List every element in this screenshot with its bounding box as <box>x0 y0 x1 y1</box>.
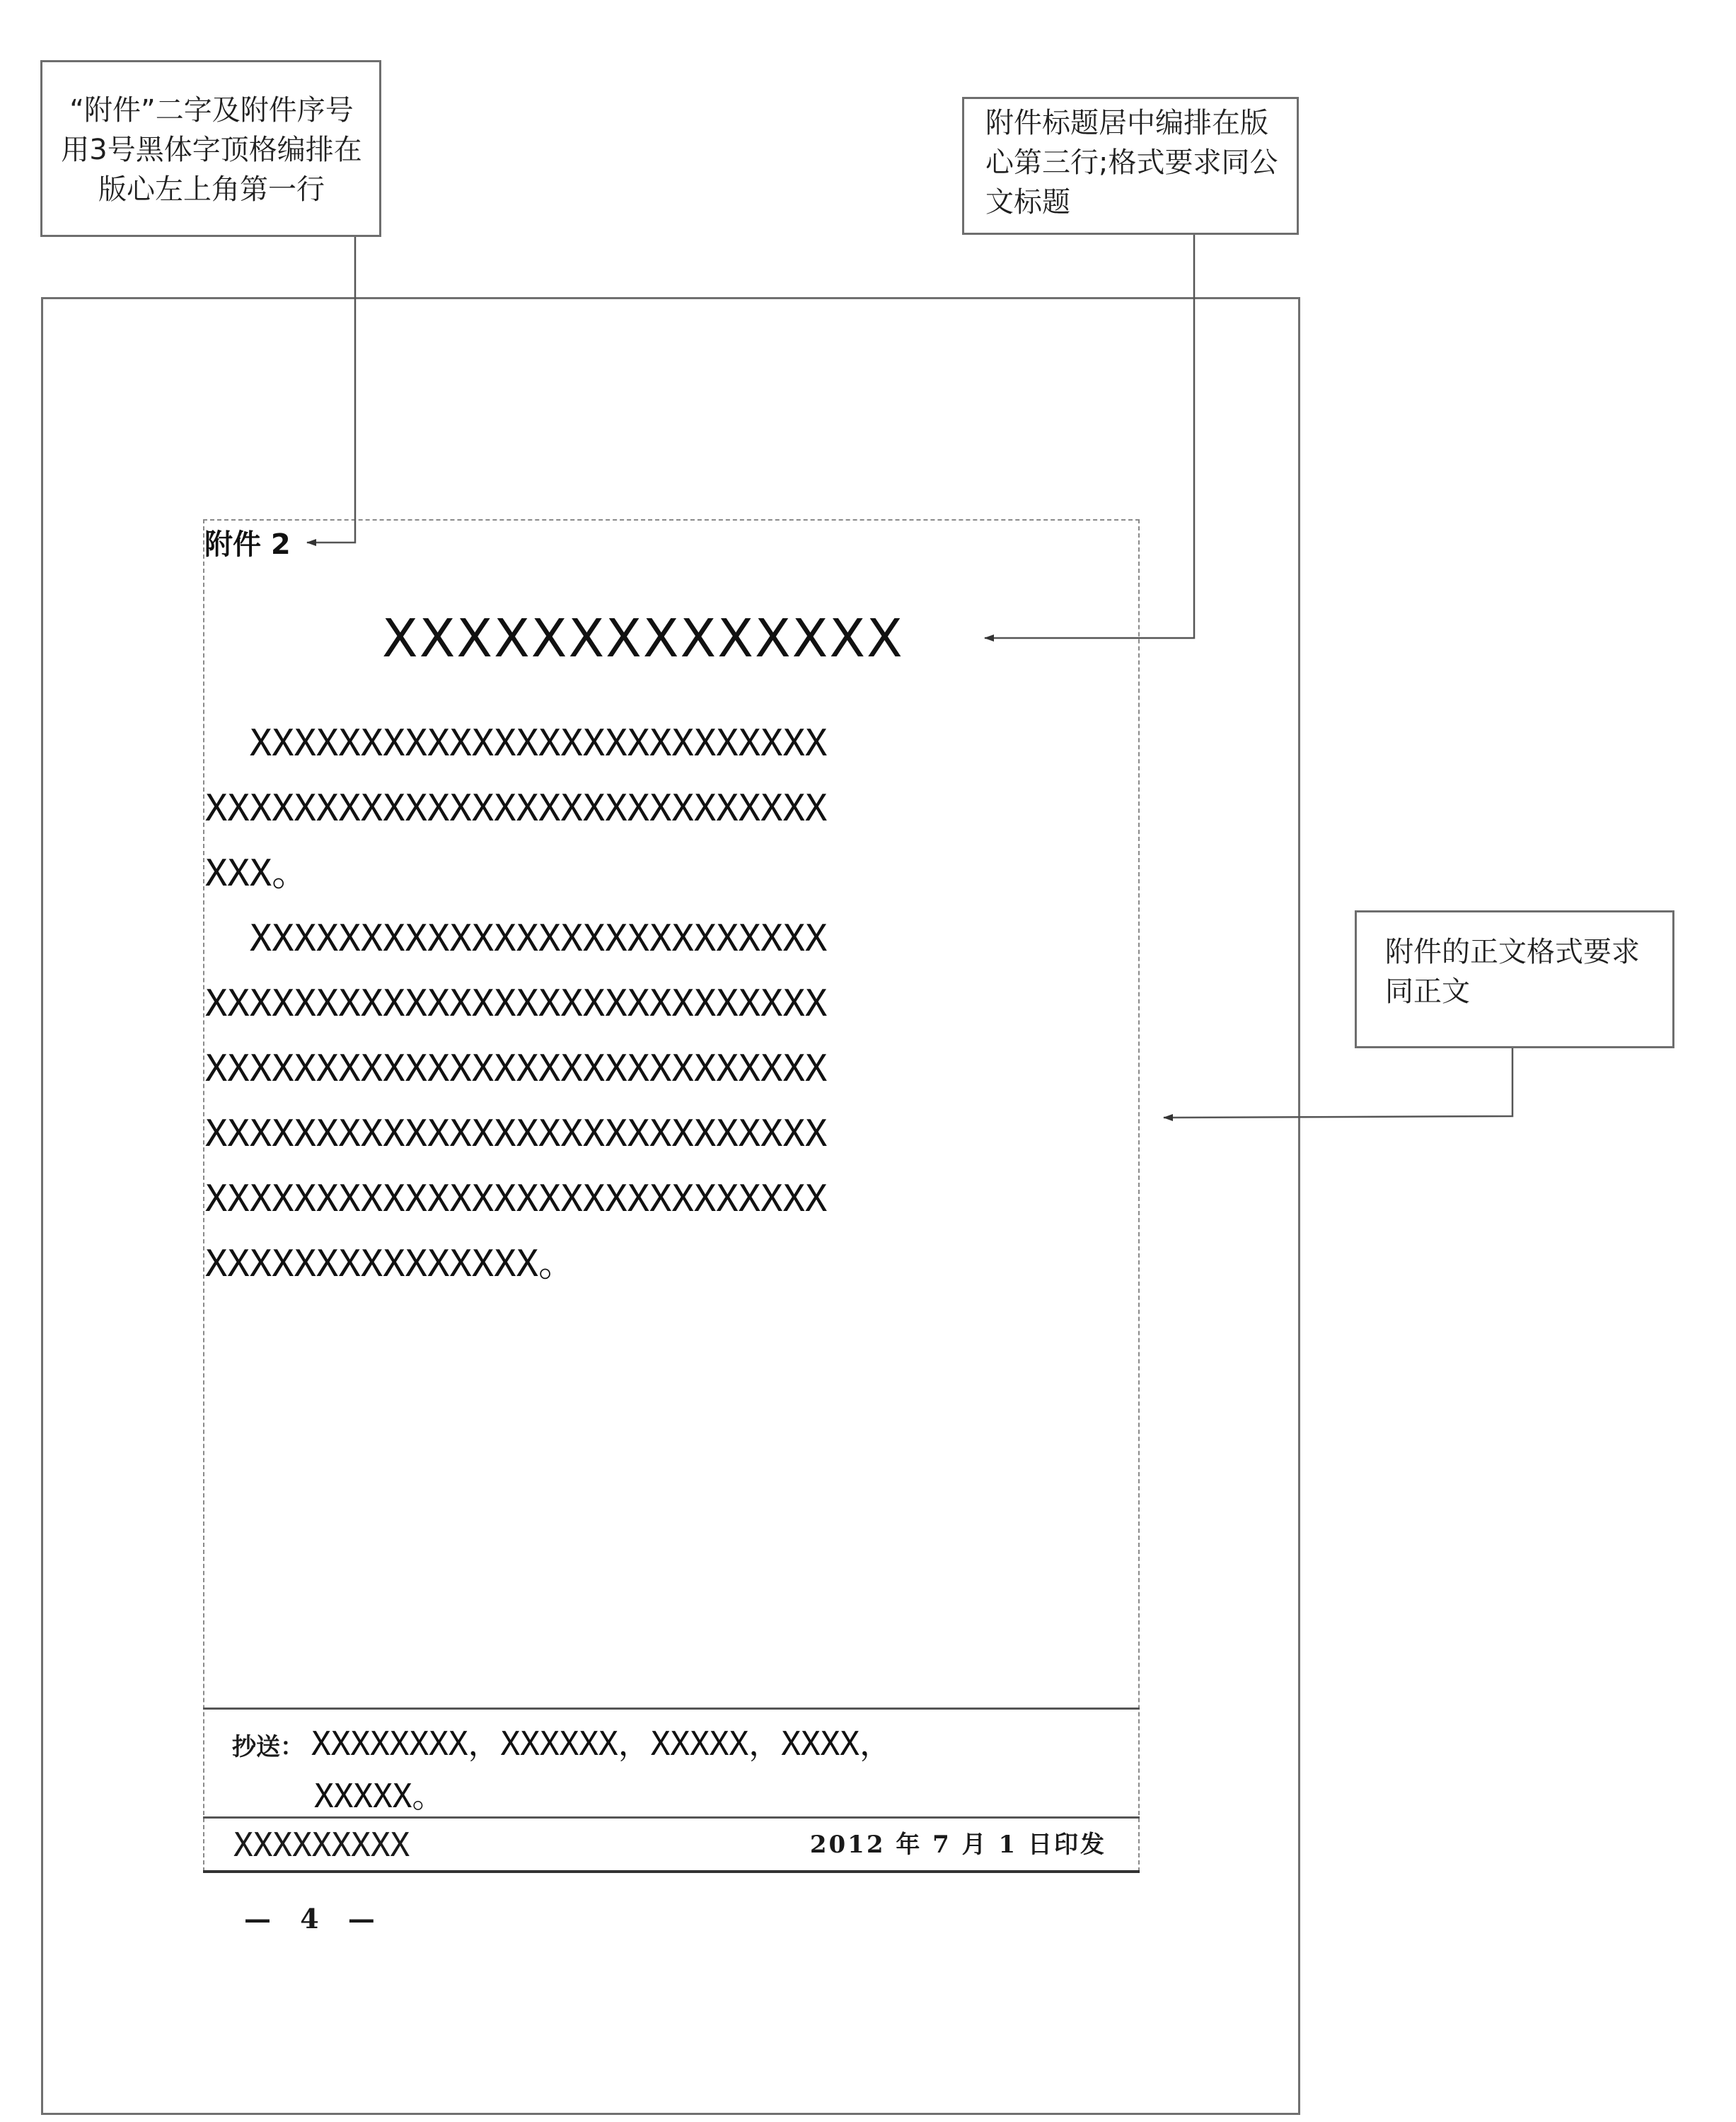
cc-line: XXXXXXXX，XXXXXX，XXXXX，XXXX， <box>311 1724 892 1763</box>
leader-line-attachment-label <box>307 237 355 543</box>
cc-line: XXXXX。 <box>314 1777 445 1815</box>
body-line: XXXXXXXXXXXXXXXXXXXXXXXXXX <box>205 917 828 960</box>
callout-title-note: 附件标题居中编排在版心第三行;格式要求同公文标题 <box>962 97 1299 235</box>
callout-body-note: 附件的正文格式要求同正文 <box>1355 910 1674 1048</box>
body-line: XXXXXXXXXXXXXXXXXXXXXXXXXXXX <box>205 1048 828 1090</box>
body-line: XXXXXXXXXXXXXXXXXXXXXXXXXX <box>205 722 828 765</box>
callout-attachment-label-note: “附件”二字及附件序号用3号黑体字顶格编排在版心左上角第一行 <box>40 60 381 237</box>
body-line: XXXXXXXXXXXXXXXXXXXXXXXXXXXX <box>205 1113 828 1155</box>
body-line: XXXXXXXXXXXXXXXXXXXXXXXXXXXX <box>205 1178 828 1220</box>
print-date: 2012 年 7 月 1 日印发 <box>809 1831 1106 1859</box>
attachment-label: 附件 2 <box>204 528 291 561</box>
body-line: XXXXXXXXXXXXXXXXXXXXXXXXXXXX <box>205 787 828 830</box>
body-line: XXXXXXXXXXXXXXXXXXXXXXXXXXXX <box>205 982 828 1025</box>
body-line: XXX。 <box>205 852 309 895</box>
leader-line-body <box>1164 1048 1512 1118</box>
cc-label: 抄送： <box>232 1733 304 1761</box>
attachment-title: XXXXXXXXXXXXXX <box>382 608 904 669</box>
page-number: — 4 — <box>244 1903 385 1935</box>
issuing-office: XXXXXXXXX <box>233 1826 410 1864</box>
leader-line-title <box>985 235 1194 638</box>
body-line: XXXXXXXXXXXXXXX。 <box>205 1243 576 1285</box>
